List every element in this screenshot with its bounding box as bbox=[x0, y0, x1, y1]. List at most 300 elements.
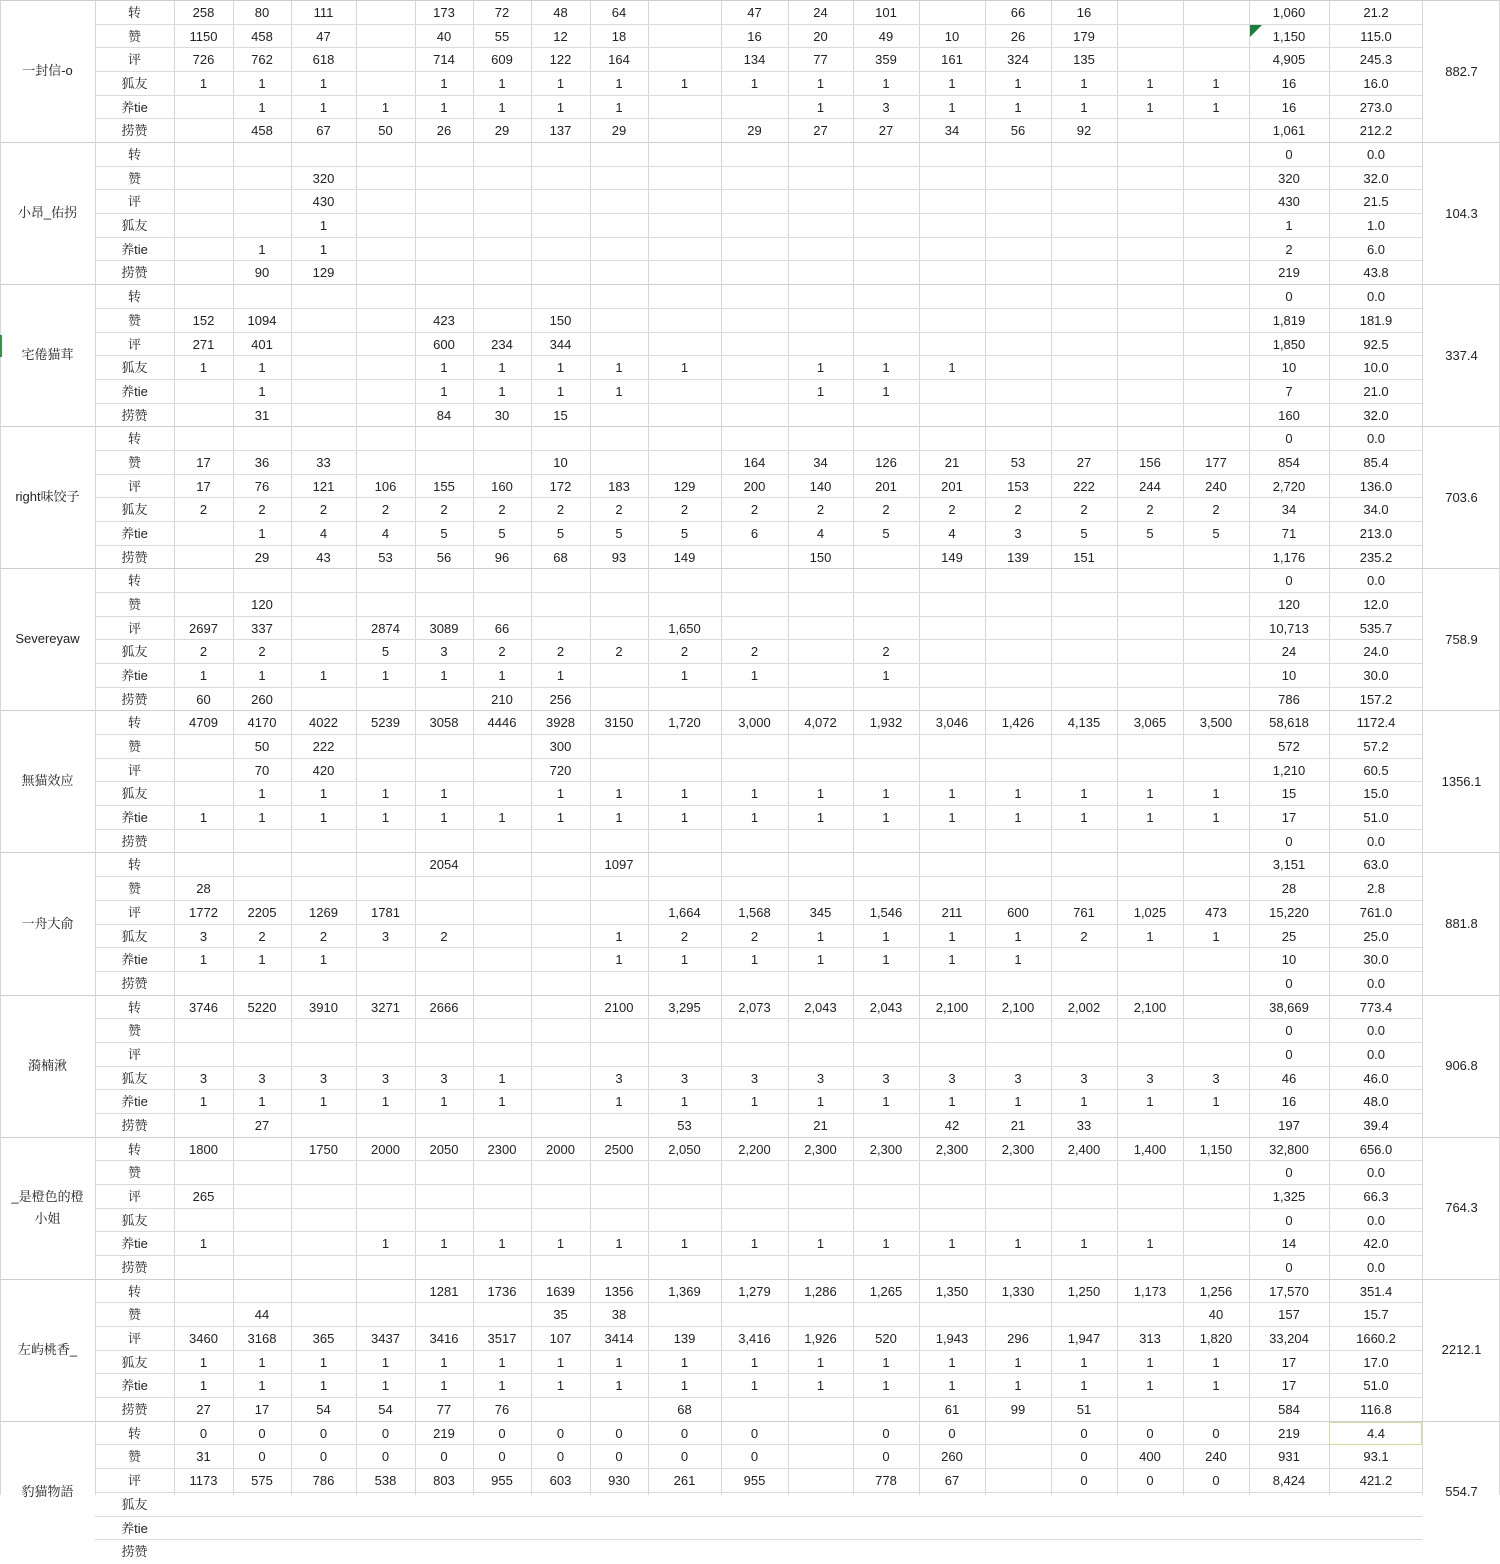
data-cell[interactable] bbox=[473, 1493, 531, 1517]
data-cell[interactable] bbox=[648, 404, 721, 428]
data-cell[interactable]: 1 bbox=[615, 810, 623, 826]
data-cell[interactable]: 139 bbox=[673, 1331, 696, 1347]
data-cell[interactable]: 160 bbox=[1278, 407, 1300, 423]
data-cell[interactable] bbox=[788, 688, 853, 712]
data-cell[interactable] bbox=[473, 261, 531, 285]
data-cell[interactable]: 0 bbox=[1146, 1425, 1154, 1441]
data-cell[interactable]: 92.5 bbox=[1363, 336, 1389, 352]
data-cell[interactable]: 1772 bbox=[189, 904, 218, 920]
data-cell[interactable] bbox=[788, 214, 853, 238]
data-cell[interactable]: 2 bbox=[1212, 502, 1220, 518]
data-cell[interactable]: 2300 bbox=[487, 1141, 517, 1157]
data-cell[interactable]: 222 bbox=[312, 739, 335, 755]
data-cell[interactable]: 5 bbox=[556, 525, 565, 541]
data-cell[interactable] bbox=[648, 1019, 721, 1043]
data-cell[interactable]: 15 bbox=[553, 407, 568, 423]
data-cell[interactable] bbox=[1117, 830, 1183, 854]
data-cell[interactable]: 1 bbox=[615, 1236, 623, 1252]
data-cell[interactable]: 0 bbox=[948, 1425, 956, 1441]
data-cell[interactable] bbox=[356, 1540, 415, 1564]
metric-label-cell[interactable]: 转 bbox=[127, 715, 141, 731]
data-cell[interactable] bbox=[1051, 830, 1117, 854]
data-cell[interactable] bbox=[233, 853, 291, 877]
data-cell[interactable] bbox=[788, 1161, 853, 1185]
block-score-cell[interactable]: 703.6 bbox=[1445, 489, 1478, 505]
data-cell[interactable] bbox=[356, 1280, 415, 1304]
data-cell[interactable] bbox=[985, 593, 1051, 617]
data-cell[interactable] bbox=[356, 356, 415, 380]
metric-label-cell[interactable]: 养tie bbox=[121, 1236, 148, 1252]
data-cell[interactable]: 1 bbox=[440, 383, 448, 399]
data-cell[interactable]: 93.1 bbox=[1363, 1449, 1389, 1465]
data-cell[interactable] bbox=[531, 853, 590, 877]
data-cell[interactable]: 1 bbox=[199, 360, 208, 376]
data-cell[interactable]: 1 bbox=[319, 218, 328, 234]
data-cell[interactable]: 1 bbox=[1014, 928, 1022, 944]
data-cell[interactable] bbox=[356, 1303, 415, 1327]
data-cell[interactable]: 2 bbox=[750, 502, 759, 518]
data-cell[interactable]: 51.0 bbox=[1363, 810, 1389, 826]
data-cell[interactable]: 1 bbox=[258, 383, 266, 399]
data-cell[interactable]: 786 bbox=[1278, 691, 1300, 707]
data-cell[interactable]: 42.0 bbox=[1363, 1236, 1389, 1252]
data-cell[interactable]: 1,061 bbox=[1272, 123, 1306, 139]
data-cell[interactable] bbox=[531, 190, 590, 214]
data-cell[interactable]: 1 bbox=[1014, 810, 1022, 826]
data-cell[interactable]: 76 bbox=[254, 478, 270, 494]
data-cell[interactable] bbox=[473, 1303, 531, 1327]
data-cell[interactable] bbox=[415, 167, 473, 191]
data-cell[interactable]: 1269 bbox=[309, 904, 338, 920]
data-cell[interactable]: 107 bbox=[549, 1331, 572, 1347]
data-cell[interactable]: 1 bbox=[750, 952, 759, 968]
metric-label-cell[interactable]: 赞 bbox=[127, 1023, 141, 1039]
data-cell[interactable] bbox=[531, 1019, 590, 1043]
data-cell[interactable]: 27 bbox=[196, 1402, 211, 1418]
data-cell[interactable] bbox=[919, 1517, 985, 1541]
data-cell[interactable]: 15 bbox=[1281, 786, 1297, 802]
data-cell[interactable] bbox=[415, 451, 473, 475]
data-cell[interactable] bbox=[174, 404, 233, 428]
data-cell[interactable]: 1 bbox=[750, 786, 759, 802]
data-cell[interactable] bbox=[531, 1161, 590, 1185]
data-cell[interactable] bbox=[356, 427, 415, 451]
data-cell[interactable] bbox=[590, 901, 648, 925]
metric-label-cell[interactable]: 评 bbox=[127, 336, 141, 352]
data-cell[interactable] bbox=[356, 948, 415, 972]
data-cell[interactable] bbox=[648, 1303, 721, 1327]
data-cell[interactable]: 48 bbox=[553, 5, 568, 20]
member-name-cell[interactable]: 宅倦猫茸 bbox=[21, 347, 74, 363]
data-cell[interactable] bbox=[919, 380, 985, 404]
data-cell[interactable] bbox=[1117, 569, 1183, 593]
data-cell[interactable]: 1 bbox=[1146, 1378, 1154, 1394]
data-cell[interactable] bbox=[473, 427, 531, 451]
data-cell[interactable]: 1 bbox=[319, 810, 328, 826]
data-cell[interactable] bbox=[590, 759, 648, 783]
data-cell[interactable] bbox=[1117, 25, 1183, 49]
data-cell[interactable] bbox=[415, 901, 473, 925]
data-cell[interactable] bbox=[233, 1161, 291, 1185]
data-cell[interactable]: 3168 bbox=[247, 1331, 277, 1347]
data-cell[interactable]: 1 bbox=[948, 1094, 956, 1110]
data-cell[interactable]: 0 bbox=[882, 1425, 890, 1441]
data-cell[interactable]: 30 bbox=[494, 407, 510, 423]
metric-label-cell[interactable]: 评 bbox=[127, 1473, 141, 1489]
data-cell[interactable]: 1 bbox=[1212, 1354, 1220, 1370]
metric-label-cell[interactable]: 养tie bbox=[121, 1094, 148, 1110]
data-cell[interactable]: 1 bbox=[882, 1236, 890, 1252]
data-cell[interactable]: 1 bbox=[319, 1354, 328, 1370]
data-cell[interactable]: 260 bbox=[941, 1449, 963, 1465]
data-cell[interactable] bbox=[531, 1540, 590, 1564]
data-cell[interactable]: 1 bbox=[816, 383, 825, 399]
data-cell[interactable]: 762 bbox=[251, 52, 273, 68]
data-cell[interactable]: 260 bbox=[251, 691, 273, 707]
data-cell[interactable]: 1 bbox=[498, 810, 506, 826]
data-cell[interactable]: 240 bbox=[1205, 478, 1227, 494]
data-cell[interactable]: 5 bbox=[1080, 525, 1088, 541]
data-cell[interactable] bbox=[356, 569, 415, 593]
data-cell[interactable]: 53 bbox=[378, 549, 393, 565]
data-cell[interactable]: 1 bbox=[680, 1236, 689, 1252]
data-cell[interactable]: 16 bbox=[1281, 99, 1297, 115]
data-cell[interactable] bbox=[356, 1209, 415, 1233]
data-cell[interactable] bbox=[415, 1043, 473, 1067]
data-cell[interactable] bbox=[1183, 877, 1249, 901]
data-cell[interactable]: 4 bbox=[948, 525, 956, 541]
data-cell[interactable]: 0 bbox=[1080, 1425, 1088, 1441]
data-cell[interactable] bbox=[919, 617, 985, 641]
data-cell[interactable] bbox=[1183, 427, 1249, 451]
data-cell[interactable]: 49 bbox=[878, 28, 894, 44]
data-cell[interactable]: 33 bbox=[1076, 1117, 1092, 1133]
data-cell[interactable] bbox=[919, 759, 985, 783]
data-cell[interactable] bbox=[721, 190, 788, 214]
data-cell[interactable] bbox=[1051, 1303, 1117, 1327]
data-cell[interactable] bbox=[1183, 214, 1249, 238]
data-cell[interactable] bbox=[233, 1232, 291, 1256]
data-cell[interactable]: 2000 bbox=[546, 1141, 575, 1157]
data-cell[interactable]: 32.0 bbox=[1363, 170, 1389, 186]
data-cell[interactable]: 29 bbox=[611, 123, 627, 139]
data-cell[interactable]: 30.0 bbox=[1363, 668, 1389, 684]
data-cell[interactable]: 0 bbox=[1080, 1473, 1088, 1489]
data-cell[interactable]: 458 bbox=[251, 123, 273, 139]
data-cell[interactable]: 1 bbox=[1080, 76, 1088, 92]
data-cell[interactable] bbox=[853, 1019, 919, 1043]
data-cell[interactable] bbox=[356, 143, 415, 167]
data-cell[interactable] bbox=[985, 1540, 1051, 1564]
data-cell[interactable]: 258 bbox=[192, 5, 215, 20]
data-cell[interactable] bbox=[985, 759, 1051, 783]
data-cell[interactable] bbox=[853, 404, 919, 428]
data-cell[interactable] bbox=[415, 1161, 473, 1185]
data-cell[interactable]: 2,300 bbox=[1001, 1141, 1035, 1157]
data-cell[interactable] bbox=[1249, 1493, 1329, 1517]
data-cell[interactable] bbox=[291, 1280, 356, 1304]
data-cell[interactable]: 1 bbox=[381, 1354, 390, 1370]
data-cell[interactable]: 3 bbox=[199, 928, 208, 944]
data-cell[interactable] bbox=[721, 1398, 788, 1422]
data-cell[interactable]: 271 bbox=[192, 336, 215, 352]
data-cell[interactable] bbox=[415, 1114, 473, 1138]
data-cell[interactable]: 3 bbox=[381, 1070, 390, 1086]
data-cell[interactable] bbox=[1329, 1540, 1423, 1564]
data-cell[interactable]: 1,025 bbox=[1133, 904, 1167, 920]
data-cell[interactable] bbox=[1117, 1540, 1183, 1564]
data-cell[interactable]: 1 bbox=[381, 810, 390, 826]
data-cell[interactable]: 854 bbox=[1278, 454, 1300, 470]
data-cell[interactable]: 5 bbox=[1146, 525, 1154, 541]
data-cell[interactable]: 2 bbox=[319, 928, 328, 944]
data-cell[interactable] bbox=[1051, 1517, 1117, 1541]
data-cell[interactable] bbox=[1117, 356, 1183, 380]
data-cell[interactable]: 1 bbox=[381, 1236, 390, 1252]
data-cell[interactable]: 67 bbox=[944, 1473, 960, 1489]
data-cell[interactable] bbox=[1051, 948, 1117, 972]
data-cell[interactable]: 2,300 bbox=[935, 1141, 969, 1157]
data-cell[interactable] bbox=[415, 593, 473, 617]
data-cell[interactable]: 2,300 bbox=[869, 1141, 903, 1157]
data-cell[interactable]: 99 bbox=[1010, 1402, 1026, 1418]
data-cell[interactable]: 1 bbox=[556, 668, 565, 684]
data-cell[interactable] bbox=[721, 356, 788, 380]
data-cell[interactable] bbox=[415, 759, 473, 783]
data-cell[interactable] bbox=[985, 427, 1051, 451]
data-cell[interactable] bbox=[853, 214, 919, 238]
data-cell[interactable]: 2 bbox=[680, 502, 689, 518]
data-cell[interactable] bbox=[1329, 1493, 1423, 1517]
data-cell[interactable]: 3746 bbox=[189, 999, 218, 1015]
data-cell[interactable] bbox=[356, 261, 415, 285]
data-cell[interactable] bbox=[853, 1209, 919, 1233]
data-cell[interactable]: 1 bbox=[319, 1378, 328, 1394]
data-cell[interactable] bbox=[174, 1540, 233, 1564]
data-cell[interactable]: 1 bbox=[882, 786, 890, 802]
data-cell[interactable]: 2 bbox=[1285, 241, 1293, 257]
data-cell[interactable]: 1 bbox=[381, 1094, 390, 1110]
data-cell[interactable] bbox=[415, 972, 473, 996]
data-cell[interactable]: 2666 bbox=[429, 999, 459, 1015]
data-cell[interactable]: 575 bbox=[251, 1473, 273, 1489]
data-cell[interactable]: 134 bbox=[743, 52, 766, 68]
data-cell[interactable]: 5 bbox=[680, 525, 689, 541]
data-cell[interactable]: 2 bbox=[498, 644, 506, 660]
data-cell[interactable]: 34 bbox=[1281, 502, 1297, 518]
metric-label-cell[interactable]: 捞赞 bbox=[121, 1260, 148, 1276]
data-cell[interactable] bbox=[291, 877, 356, 901]
data-cell[interactable] bbox=[985, 972, 1051, 996]
data-cell[interactable] bbox=[853, 190, 919, 214]
data-cell[interactable] bbox=[233, 1043, 291, 1067]
data-cell[interactable]: 47 bbox=[747, 5, 762, 20]
data-cell[interactable] bbox=[1051, 1043, 1117, 1067]
data-cell[interactable]: 120 bbox=[1278, 597, 1300, 612]
data-cell[interactable] bbox=[415, 214, 473, 238]
metric-label-cell[interactable]: 养tie bbox=[121, 1378, 148, 1394]
data-cell[interactable] bbox=[473, 972, 531, 996]
data-cell[interactable]: 1 bbox=[680, 1354, 689, 1370]
data-cell[interactable] bbox=[648, 143, 721, 167]
data-cell[interactable] bbox=[473, 214, 531, 238]
data-cell[interactable]: 3,046 bbox=[935, 715, 969, 731]
member-name-cell[interactable]: 無猫效应 bbox=[21, 773, 74, 789]
data-cell[interactable]: 1 bbox=[680, 76, 689, 92]
data-cell[interactable]: 1,546 bbox=[869, 904, 903, 920]
data-cell[interactable]: 2 bbox=[258, 928, 266, 944]
data-cell[interactable]: 68 bbox=[553, 549, 568, 565]
data-cell[interactable]: 1.0 bbox=[1366, 218, 1386, 234]
data-cell[interactable] bbox=[788, 1185, 853, 1209]
data-cell[interactable]: 1,568 bbox=[738, 904, 771, 920]
data-cell[interactable]: 1 bbox=[258, 525, 266, 541]
data-cell[interactable]: 126 bbox=[875, 454, 897, 470]
data-cell[interactable] bbox=[174, 96, 233, 120]
data-cell[interactable] bbox=[985, 853, 1051, 877]
metric-label-cell[interactable]: 评 bbox=[127, 478, 141, 494]
data-cell[interactable]: 34 bbox=[813, 454, 828, 470]
data-cell[interactable] bbox=[531, 1043, 590, 1067]
data-cell[interactable]: 2 bbox=[680, 644, 689, 660]
data-cell[interactable]: 1 bbox=[440, 668, 448, 684]
data-cell[interactable] bbox=[531, 1209, 590, 1233]
data-cell[interactable]: 3 bbox=[882, 1070, 890, 1086]
data-cell[interactable] bbox=[919, 404, 985, 428]
data-cell[interactable] bbox=[291, 1303, 356, 1327]
data-cell[interactable] bbox=[648, 190, 721, 214]
data-cell[interactable] bbox=[721, 830, 788, 854]
data-cell[interactable] bbox=[590, 735, 648, 759]
data-cell[interactable]: 6.0 bbox=[1366, 241, 1386, 257]
data-cell[interactable] bbox=[174, 1043, 233, 1067]
data-cell[interactable]: 1 bbox=[816, 952, 825, 968]
data-cell[interactable]: 77 bbox=[436, 1402, 452, 1418]
data-cell[interactable] bbox=[1051, 877, 1117, 901]
data-cell[interactable] bbox=[648, 48, 721, 72]
data-cell[interactable]: 4 bbox=[381, 525, 390, 541]
data-cell[interactable] bbox=[788, 972, 853, 996]
data-cell[interactable]: 58,618 bbox=[1269, 715, 1309, 731]
data-cell[interactable]: 1356 bbox=[604, 1283, 634, 1299]
data-cell[interactable] bbox=[1117, 640, 1183, 664]
data-cell[interactable] bbox=[233, 1517, 291, 1541]
metric-label-cell[interactable]: 转 bbox=[127, 431, 141, 447]
data-cell[interactable] bbox=[721, 1517, 788, 1541]
data-cell[interactable]: 1 bbox=[556, 810, 565, 826]
data-cell[interactable]: 1094 bbox=[247, 312, 277, 328]
data-cell[interactable]: 430 bbox=[1278, 194, 1300, 210]
data-cell[interactable] bbox=[788, 1043, 853, 1067]
data-cell[interactable]: 2,073 bbox=[738, 999, 771, 1015]
data-cell[interactable]: 256 bbox=[549, 691, 572, 707]
data-cell[interactable]: 1281 bbox=[429, 1283, 459, 1299]
data-cell[interactable] bbox=[291, 617, 356, 641]
data-cell[interactable]: 1 bbox=[816, 1094, 825, 1110]
data-cell[interactable]: 3437 bbox=[371, 1331, 400, 1347]
data-cell[interactable]: 197 bbox=[1278, 1117, 1300, 1133]
data-cell[interactable]: 618 bbox=[312, 52, 335, 68]
data-cell[interactable]: 1 bbox=[199, 1094, 208, 1110]
data-cell[interactable]: 0.0 bbox=[1366, 1023, 1386, 1039]
data-cell[interactable]: 47 bbox=[316, 28, 331, 44]
data-cell[interactable]: 1 bbox=[498, 1094, 506, 1110]
data-cell[interactable] bbox=[1329, 1517, 1423, 1541]
data-cell[interactable]: 164 bbox=[743, 454, 766, 470]
data-cell[interactable]: 421.2 bbox=[1359, 1473, 1393, 1489]
data-cell[interactable]: 1 bbox=[258, 810, 266, 826]
data-cell[interactable]: 240 bbox=[1205, 1449, 1227, 1465]
block-score-cell[interactable]: 337.4 bbox=[1445, 347, 1478, 363]
data-cell[interactable] bbox=[919, 190, 985, 214]
data-cell[interactable] bbox=[1051, 1540, 1117, 1564]
data-cell[interactable]: 1 bbox=[440, 1378, 448, 1394]
data-cell[interactable] bbox=[1117, 1493, 1183, 1517]
data-cell[interactable] bbox=[648, 759, 721, 783]
data-cell[interactable] bbox=[648, 1043, 721, 1067]
data-cell[interactable] bbox=[985, 877, 1051, 901]
data-cell[interactable]: 609 bbox=[491, 52, 513, 68]
data-cell[interactable]: 1736 bbox=[487, 1283, 517, 1299]
data-cell[interactable] bbox=[788, 190, 853, 214]
data-cell[interactable]: 1 bbox=[1212, 1094, 1220, 1110]
data-cell[interactable] bbox=[590, 1398, 648, 1422]
data-cell[interactable]: 1 bbox=[750, 1236, 759, 1252]
data-cell[interactable]: 1660.2 bbox=[1356, 1331, 1396, 1347]
data-cell[interactable]: 16 bbox=[747, 28, 762, 44]
data-cell[interactable]: 803 bbox=[433, 1473, 455, 1489]
data-cell[interactable] bbox=[721, 143, 788, 167]
data-cell[interactable]: 3416 bbox=[429, 1331, 459, 1347]
data-cell[interactable]: 1 bbox=[882, 668, 890, 684]
data-cell[interactable] bbox=[788, 1469, 853, 1493]
data-cell[interactable] bbox=[985, 640, 1051, 664]
data-cell[interactable] bbox=[721, 261, 788, 285]
data-cell[interactable] bbox=[648, 1493, 721, 1517]
data-cell[interactable] bbox=[788, 735, 853, 759]
data-cell[interactable] bbox=[291, 1161, 356, 1185]
data-cell[interactable] bbox=[356, 167, 415, 191]
data-cell[interactable] bbox=[648, 1161, 721, 1185]
data-cell[interactable] bbox=[1051, 688, 1117, 712]
data-cell[interactable] bbox=[473, 1185, 531, 1209]
data-cell[interactable]: 0 bbox=[615, 1449, 623, 1465]
data-cell[interactable] bbox=[531, 143, 590, 167]
data-cell[interactable] bbox=[590, 309, 648, 333]
data-cell[interactable] bbox=[853, 333, 919, 357]
data-cell[interactable] bbox=[590, 427, 648, 451]
data-cell[interactable] bbox=[174, 119, 233, 143]
data-cell[interactable]: 21 bbox=[1010, 1117, 1026, 1133]
data-cell[interactable]: 1 bbox=[556, 1354, 565, 1370]
metric-label-cell[interactable]: 狐友 bbox=[121, 76, 148, 92]
data-cell[interactable]: 152 bbox=[192, 312, 215, 328]
data-cell[interactable] bbox=[531, 1256, 590, 1280]
data-cell[interactable] bbox=[590, 1114, 648, 1138]
metric-label-cell[interactable]: 赞 bbox=[127, 881, 141, 897]
data-cell[interactable]: 157 bbox=[1278, 1307, 1300, 1323]
data-cell[interactable]: 300 bbox=[549, 739, 572, 755]
data-cell[interactable] bbox=[291, 1540, 356, 1564]
metric-label-cell[interactable]: 狐友 bbox=[121, 502, 148, 518]
data-cell[interactable] bbox=[174, 1493, 233, 1517]
data-cell[interactable] bbox=[1183, 143, 1249, 167]
data-cell[interactable] bbox=[721, 1185, 788, 1209]
data-cell[interactable] bbox=[1117, 617, 1183, 641]
data-cell[interactable] bbox=[590, 1517, 648, 1541]
data-cell[interactable] bbox=[590, 190, 648, 214]
data-cell[interactable]: 1 bbox=[319, 241, 328, 257]
